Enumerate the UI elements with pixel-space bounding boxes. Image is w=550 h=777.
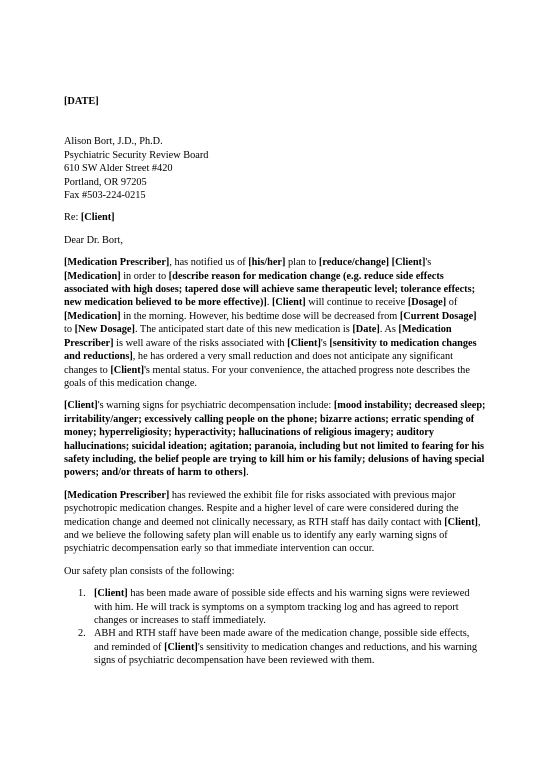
placeholder: [Medication] [64,270,121,282]
placeholder: [Client] [94,588,128,600]
placeholder: [Client] [271,297,306,309]
body-text: to [64,324,75,336]
placeholder: [Dosage] [407,297,447,309]
placeholder: [Client] [287,337,321,349]
body-text: . [246,467,249,479]
body-text: is well aware of the risks associated with [113,337,288,349]
body-text: in the morning. However, his bedtime dose will be decreased from [120,310,400,322]
body-text: has reviewed the exhibit file for risks associated with previous major psychotropic medication changes. Respite and a higher level of care were considered during the medication change and deemed not clinically necessary, as RTH staff has daily contact with [64,489,459,528]
list-number: 2. [78,628,86,640]
placeholder: [Client] [391,257,426,269]
placeholder: [sensitivity to medication changes and reductions] [64,337,477,363]
placeholder: [describe reason for medication change (e.g. reduce side effects associated with high doses; tapered dose will achieve same therapeutic level; tolerance effects; new medication believed to be more effective)] [64,270,476,309]
safety-plan-list [64,587,486,667]
salutation: Dear Dr. Bort, [64,234,123,246]
body-text: , and we believe the following safety plan will enable us to identify any early warning signs of psychiatric decompensation early so that immediate intervention can occur. [64,516,481,555]
subject-label: Re: [64,212,81,224]
placeholder: [Medication Prescriber] [64,257,170,269]
placeholder: [Client] [110,364,145,376]
address-line: 610 SW Alder Street #420 [64,163,173,175]
body-text: of [446,297,458,309]
body-text: in order to [120,270,169,282]
placeholder: [Current Dosage] [399,310,477,322]
body-text: will continue to receive [305,297,408,309]
body-text: , has notified us of [169,257,249,269]
body-text: , he has ordered a very small reduction and does not anticipate any significant changes to [64,351,454,376]
placeholder: [his/her] [248,257,286,269]
body-text: 's warning signs for psychiatric decompensation include: [97,400,334,412]
body-text: plan to [285,257,319,269]
subject-line [64,211,486,224]
body-text: . [266,297,272,309]
subject-client: [Client] [80,212,115,224]
body-text: 's sensitivity to medication changes and reductions, and his warning signs of psychiatric decompensation have been reviewed with them. [94,641,478,667]
body-text: 's mental status. For your convenience, the attached progress note describes the goals of this medication change. [64,364,470,389]
address-line: Portland, OR 97205 [64,176,147,188]
safety-plan-intro: Our safety plan consists of the following: [64,565,235,577]
placeholder: [Medication] [64,310,121,322]
placeholder: [Client] [64,400,98,412]
body-text: ABH and RTH staff have been made aware of the medication change, possible side effects, and reminded of [94,628,470,653]
address-line: Alison Bort, J.D., Ph.D. [64,136,163,148]
address-line: Fax #503-224-0215 [64,190,146,202]
placeholder: [Date] [352,324,380,336]
body-text: . As [379,324,399,336]
paragraph-review [64,489,486,556]
recipient-address [64,135,486,202]
list-number: 1. [78,588,86,600]
placeholder: [Medication Prescriber] [64,489,170,501]
list-item [64,587,486,627]
address-line: Psychiatric Security Review Board [64,149,209,161]
list-item [64,627,486,667]
body-text: 's [320,337,330,349]
body-text: has been made aware of possible side effects and his warning signs were reviewed with him. He will track is symptoms on a symptom tracking log and has agreed to report changes or increases to staff immediately. [94,588,470,626]
body-text: . The anticipated start date of this new medication is [134,324,353,336]
body-text: 's [425,257,432,269]
letter-date: [DATE] [64,96,99,107]
paragraph-medication-change [64,256,486,390]
paragraph-warning-signs [64,399,486,479]
placeholder: [New Dosage] [74,324,135,336]
placeholder: [Client] [164,641,198,653]
placeholder: [Medication Prescriber] [64,324,452,349]
placeholder: [mood instability; decreased sleep; irritability/anger; excessively calling people on the phone; bizarre actions; erratic spending of money; hyperreligiosity; hyperactivity; hallucinations of religious imagery; auditory hallucinations; suicidal ideation; agitation; paranoia, including but not limited to fearing for his safety including, the belief people are trying to kill him or his family; delusions of having special powers; and/or threats of harm to others] [64,400,486,479]
placeholder: [reduce/change] [318,257,390,269]
placeholder: [Client] [444,516,478,528]
